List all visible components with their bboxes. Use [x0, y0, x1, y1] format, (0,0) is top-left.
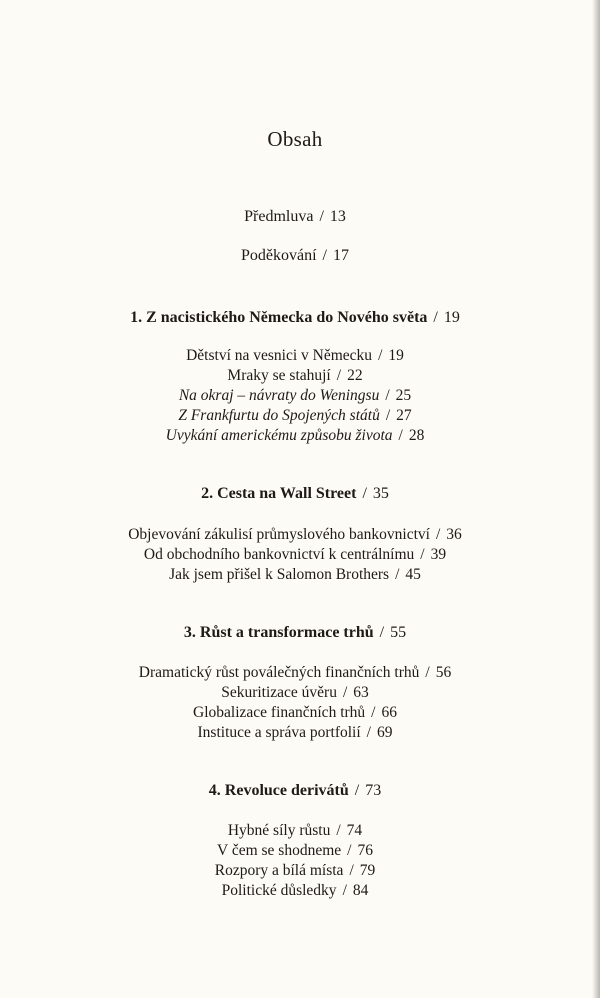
section-label: Jak jsem přišel k Salomon Brothers — [169, 566, 390, 583]
toc-section[interactable] — [0, 723, 590, 742]
toc-chapter-2[interactable] — [0, 485, 590, 503]
section-label: Z Frankfurtu do Spojených států — [178, 407, 380, 424]
toc-section[interactable] — [0, 346, 590, 365]
toc-separator: / — [366, 724, 371, 741]
chapter-title: 1. Z nacistického Německa do Nového světa — [130, 309, 428, 326]
toc-separator: / — [385, 407, 391, 424]
toc-separator: / — [342, 882, 347, 899]
section-label: Rozpory a bílá místa — [214, 862, 344, 879]
section-label: Dramatický růst poválečných finančních trhů — [138, 664, 420, 681]
toc-section[interactable] — [0, 683, 590, 702]
section-page: 84 — [352, 882, 369, 899]
chapter-page: 35 — [372, 485, 389, 502]
toc-separator: / — [336, 822, 341, 839]
section-page: 56 — [435, 664, 452, 681]
toc-section[interactable] — [0, 881, 590, 900]
section-page: 25 — [395, 387, 412, 404]
toc-section[interactable] — [0, 841, 590, 860]
section-page: 45 — [405, 566, 421, 583]
section-label: Na okraj – návraty do Weningsu — [178, 387, 380, 404]
toc-separator: / — [420, 546, 425, 563]
toc-section[interactable] — [0, 821, 590, 840]
toc-chapter-3[interactable] — [0, 624, 590, 642]
section-page: 22 — [347, 367, 363, 384]
toc-entry-page: 13 — [329, 208, 346, 225]
section-page: 27 — [396, 407, 412, 424]
toc-section[interactable] — [0, 386, 590, 405]
toc-separator: / — [435, 526, 441, 543]
section-label: Uvykání americkému způsobu života — [165, 427, 393, 444]
section-page: 74 — [346, 822, 363, 839]
toc-section[interactable] — [0, 525, 590, 544]
section-page: 63 — [353, 684, 369, 701]
toc-section[interactable] — [0, 545, 590, 564]
chapter-title: 4. Revoluce derivátů — [208, 782, 349, 799]
toc-separator: / — [425, 664, 430, 681]
toc-entry-foreword[interactable] — [0, 208, 590, 226]
toc-chapter-1[interactable] — [0, 309, 590, 327]
toc-entry-page: 17 — [333, 247, 349, 264]
toc-separator: / — [336, 367, 342, 384]
section-page: 19 — [388, 347, 404, 364]
page-title: Obsah — [267, 127, 323, 151]
toc-section[interactable] — [0, 406, 590, 425]
toc-entry-label: Předmluva — [244, 208, 314, 225]
section-label: Instituce a správa portfolií — [197, 724, 361, 741]
toc-separator: / — [378, 347, 383, 364]
section-page: 69 — [376, 724, 393, 741]
toc-separator: / — [398, 427, 403, 444]
toc-separator: / — [371, 704, 376, 721]
toc-separator: / — [379, 624, 385, 641]
toc-separator: / — [319, 208, 324, 225]
section-label: Hybné síly růstu — [227, 822, 331, 839]
toc-section[interactable] — [0, 861, 590, 880]
section-label: Dětství na vesnici v Německu — [186, 347, 373, 364]
section-page: 66 — [381, 704, 397, 721]
section-page: 39 — [430, 546, 447, 563]
toc-separator: / — [354, 782, 360, 799]
chapter-title: 2. Cesta na Wall Street — [201, 485, 357, 502]
section-label: Globalizace finančních trhů — [193, 704, 366, 721]
toc-separator: / — [362, 485, 367, 502]
section-page: 36 — [446, 526, 462, 543]
section-label: Objevování zákulisí průmyslového bankovnictví — [128, 526, 430, 543]
toc-section[interactable] — [0, 426, 590, 445]
toc-separator: / — [349, 862, 354, 879]
section-page: 79 — [359, 862, 376, 879]
toc-separator: / — [395, 566, 400, 583]
section-label: Sekuritizace úvěru — [221, 684, 337, 701]
chapter-page: 55 — [390, 624, 407, 641]
section-page: 76 — [357, 842, 373, 859]
section-label: Od obchodního bankovnictví k centrálnímu — [143, 546, 415, 563]
toc-entry-label: Poděkování — [241, 247, 317, 264]
toc-separator: / — [385, 387, 390, 404]
toc-separator: / — [322, 247, 327, 264]
toc-section[interactable] — [0, 663, 590, 682]
section-label: Politické důsledky — [221, 882, 337, 899]
page-edge-shadow — [592, 0, 600, 998]
toc-separator: / — [433, 309, 438, 326]
toc-section[interactable] — [0, 565, 590, 584]
chapter-title: 3. Růst a transformace trhů — [183, 624, 374, 641]
toc-separator: / — [347, 842, 352, 859]
section-label: V čem se shodneme — [217, 842, 342, 859]
toc-section[interactable] — [0, 366, 590, 385]
toc-separator: / — [342, 684, 348, 701]
toc-section[interactable] — [0, 703, 590, 722]
chapter-page: 19 — [443, 309, 460, 326]
section-label: Mraky se stahují — [227, 367, 331, 384]
toc-chapter-4[interactable] — [0, 782, 590, 800]
chapter-page: 73 — [365, 782, 382, 799]
toc-entry-acknowledgements[interactable] — [0, 247, 590, 265]
section-page: 28 — [408, 427, 425, 444]
